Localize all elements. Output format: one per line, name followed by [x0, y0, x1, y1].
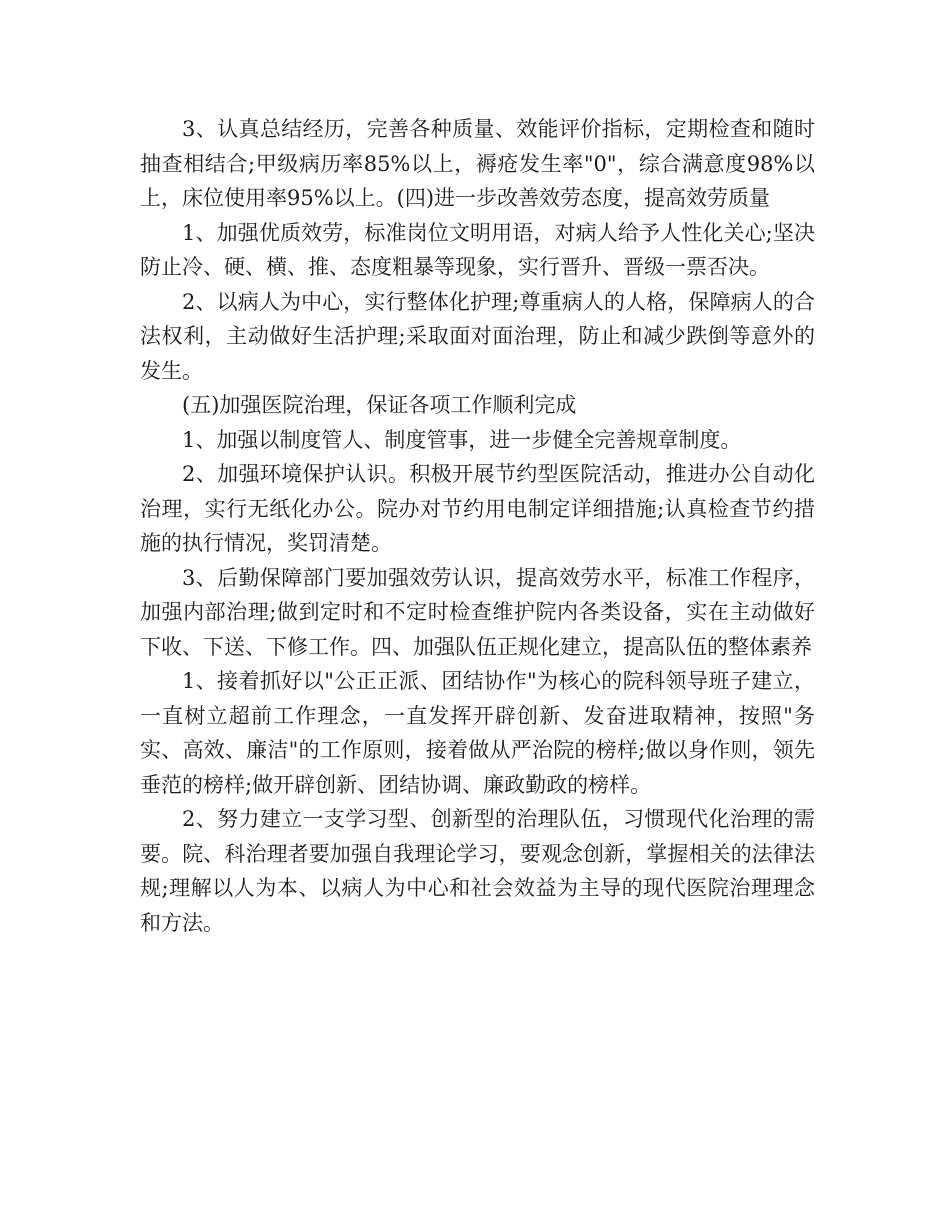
paragraph-quality-indicators: 3、认真总结经历，完善各种质量、效能评价指标，定期检查和随时抽查相结合;甲级病历率85%以上，褥疮发生率"0"，综合满意度98%以上，床位使用率95%以上。(四)进一步改善效劳态度，提高效劳质量: [140, 117, 815, 210]
paragraph-patient-centered-care: 2、以病人为中心，实行整体化护理;尊重病人的人格，保障病人的合法权利，主动做好生活护理;采取面对面治理，防止和减少跌倒等意外的发生。: [140, 289, 815, 383]
paragraph-leadership-team: 1、接着抓好以"公正正派、团结协作"为核心的院科领导班子建立，一直树立超前工作理念，一直发挥开辟创新、发奋进取精神，按照"务实、高效、廉洁"的工作原则，接着做从严治院的榜样;做以身作则，领先垂范的榜样;做开辟创新、团结协调、廉政勤政的榜样。: [140, 669, 815, 797]
paragraph-environmental-protection: 2、加强环境保护认识。积极开展节约型医院活动，推进办公自动化治理，实行无纸化办公。院办对节约用电制定详细措施;认真检查节约措施的执行情况，奖罚清楚。: [140, 462, 815, 555]
paragraph-rules-system: 1、加强以制度管人、制度管事，进一步健全完善规章制度。: [182, 427, 742, 452]
paragraph-quality-service: 1、加强优质效劳，标准岗位文明用语，对病人给予人性化关心;坚决防止冷、硬、横、推、态度粗暴等现象，实行晋升、晋级一票否决。: [140, 220, 815, 279]
paragraph-logistics-support: 3、后勤保障部门要加强效劳认识，提高效劳水平，标准工作程序，加强内部治理;做到定时和不定时检查维护院内各类设备，实在主动做好下收、下送、下修工作。四、加强队伍正规化建立，提高队伍的整体素养: [140, 565, 815, 659]
document-page: [140, 112, 815, 940]
paragraph-management-team-learning: 2、努力建立一支学习型、创新型的治理队伍，习惯现代化治理的需要。院、科治理者要加强自我理论学习，要观念创新，掌握相关的法律法规;理解以人为本、以病人为中心和社会效益为主导的现代医院治理理念和方法。: [140, 807, 815, 935]
section-heading-hospital-management: (五)加强医院治理，保证各项工作顺利完成: [182, 393, 577, 417]
